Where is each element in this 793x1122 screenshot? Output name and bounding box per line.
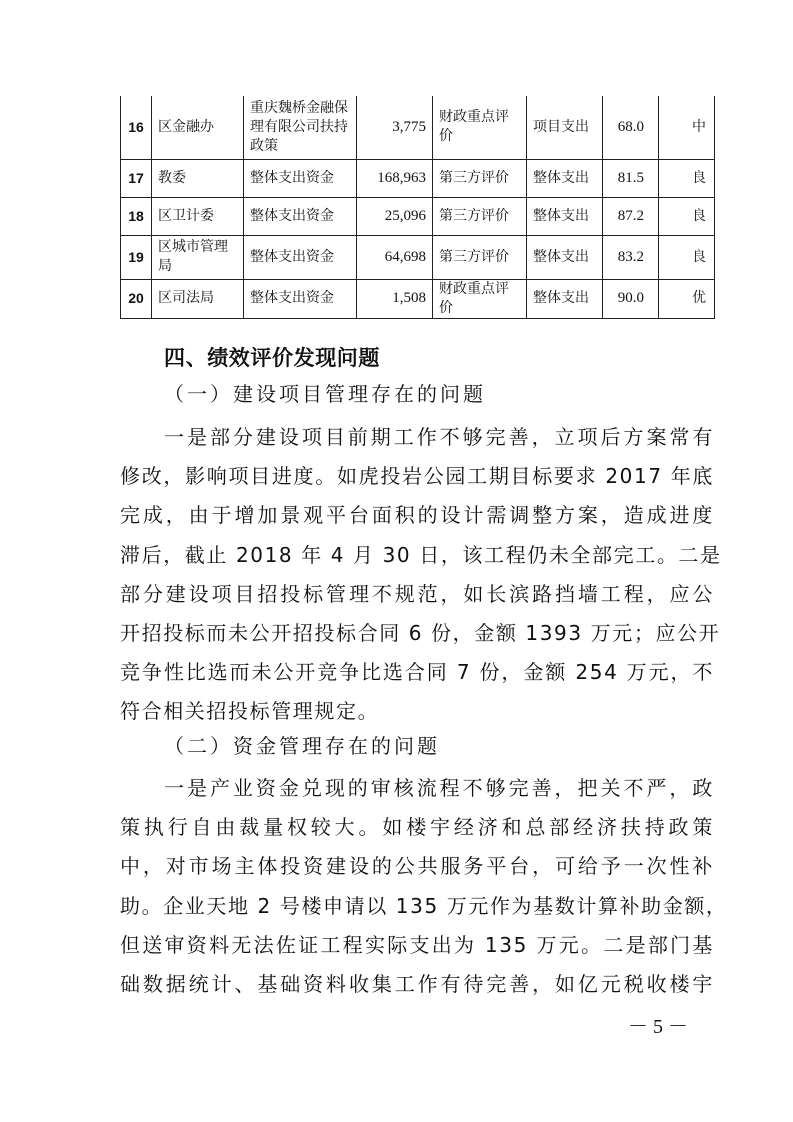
cell-method: 财政重点评价 <box>433 279 527 318</box>
cell-method: 第三方评价 <box>433 197 527 235</box>
cell-dept: 教委 <box>152 159 244 197</box>
text-line: 竞争性比选而未公开竞争比选合同 7 份，金额 254 万元，不 <box>120 660 714 685</box>
cell-no: 19 <box>121 235 152 279</box>
text-line: 开招投标而未公开招投标合同 6 份，金额 1393 万元；应公开 <box>120 620 721 645</box>
table-row <box>121 235 715 279</box>
cell-no: 18 <box>121 197 152 235</box>
cell-type: 整体支出 <box>527 197 603 235</box>
text-line: 滞后，截止 2018 年 4 月 30 日，该工程仍未全部完工。二是 <box>120 542 722 567</box>
cell-grade: 良 <box>659 159 715 197</box>
section-heading: 四、绩效评价发现问题 <box>164 346 380 370</box>
evaluation-table <box>120 96 715 319</box>
text-line: 助。企业天地 2 号楼申请以 135 万元作为基数计算补助金额， <box>120 893 728 918</box>
cell-no: 20 <box>121 279 152 318</box>
subsection-heading-2: （二）资金管理存在的问题 <box>164 734 440 758</box>
cell-item: 整体支出资金 <box>244 235 357 279</box>
table-row <box>121 96 715 159</box>
cell-type: 项目支出 <box>527 96 603 159</box>
cell-grade: 优 <box>659 279 715 318</box>
text-line: 修改，影响项目进度。如虎投岩公园工期目标要求 2017 年底 <box>120 464 714 489</box>
cell-dept: 区司法局 <box>152 279 244 318</box>
cell-item: 整体支出资金 <box>244 279 357 318</box>
cell-no: 16 <box>121 96 152 159</box>
table-row <box>121 159 715 197</box>
paragraph-fund-issues <box>120 769 728 1004</box>
text-line: 完成，由于增加景观平台面积的设计需调整方案，造成进度 <box>120 503 714 528</box>
cell-dept: 区卫计委 <box>152 197 244 235</box>
text-line: 但送审资料无法佐证工程实际支出为 135 万元。二是部门基 <box>120 932 714 957</box>
cell-score: 87.2 <box>603 197 659 235</box>
cell-grade: 良 <box>659 235 715 279</box>
subsection-heading-1: （一）建设项目管理存在的问题 <box>164 382 486 406</box>
cell-grade: 良 <box>659 197 715 235</box>
paragraph-construction-issues <box>120 418 722 732</box>
cell-grade: 中 <box>659 96 715 159</box>
text-line: 策执行自由裁量权较大。如楼宇经济和总部经济扶持政策 <box>120 815 714 840</box>
cell-no: 17 <box>121 159 152 197</box>
cell-dept: 区城市管理局 <box>152 235 244 279</box>
cell-method: 第三方评价 <box>433 159 527 197</box>
cell-type: 整体支出 <box>527 279 603 318</box>
cell-method: 第三方评价 <box>433 235 527 279</box>
text-line: 中，对市场主体投资建设的公共服务平台，可给予一次性补 <box>120 854 714 879</box>
cell-amount: 64,698 <box>357 235 433 279</box>
cell-type: 整体支出 <box>527 235 603 279</box>
table-row <box>121 197 715 235</box>
cell-amount: 168,963 <box>357 159 433 197</box>
page-number: － 5 － <box>628 1016 688 1038</box>
cell-item: 整体支出资金 <box>244 159 357 197</box>
text-line: 础数据统计、基础资料收集工作有待完善，如亿元税收楼宇 <box>120 971 714 996</box>
text-line: 一是产业资金兑现的审核流程不够完善，把关不严，政 <box>164 776 714 800</box>
text-line: 部分建设项目招投标管理不规范，如长滨路挡墙工程，应公 <box>120 581 714 606</box>
cell-item: 重庆魏桥金融保理有限公司扶持政策 <box>244 96 357 159</box>
text-line: 一是部分建设项目前期工作不够完善，立项后方案常有 <box>164 425 714 449</box>
cell-score: 81.5 <box>603 159 659 197</box>
table-row <box>121 279 715 318</box>
cell-amount: 3,775 <box>357 96 433 159</box>
cell-score: 90.0 <box>603 279 659 318</box>
cell-score: 83.2 <box>603 235 659 279</box>
cell-method: 财政重点评价 <box>433 96 527 159</box>
cell-item: 整体支出资金 <box>244 197 357 235</box>
cell-type: 整体支出 <box>527 159 603 197</box>
cell-amount: 25,096 <box>357 197 433 235</box>
text-line: 符合相关招投标管理规定。 <box>120 699 380 724</box>
cell-amount: 1,508 <box>357 279 433 318</box>
cell-dept: 区金融办 <box>152 96 244 159</box>
cell-score: 68.0 <box>603 96 659 159</box>
